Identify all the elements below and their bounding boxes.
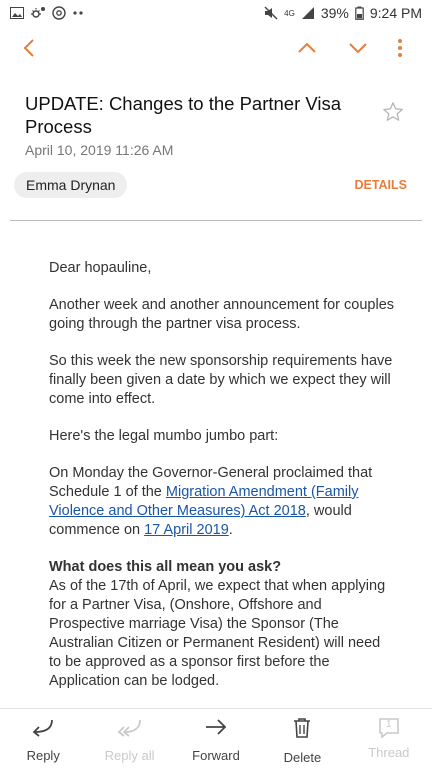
next-down-icon [348,41,368,59]
reply-icon [31,717,55,742]
battery-percent: 39% [320,5,349,21]
p4-mid: , would commence on [49,503,352,538]
reply-button[interactable] [0,709,86,769]
back-chevron-icon [23,38,35,63]
bottom-action-bar [0,708,432,769]
trash-icon [292,717,312,744]
status-bar-left [10,6,84,20]
email-toolbar [0,26,432,74]
next-email-button[interactable] [343,26,373,74]
star-icon [382,110,404,127]
chrome-icon [52,6,66,20]
mute-icon [264,6,278,20]
status-bar [0,0,432,26]
gallery-icon [10,7,24,19]
thread-icon [378,717,400,739]
reply-label: Reply [26,748,60,763]
details-button[interactable]: DETAILS [354,178,407,192]
back-button[interactable] [14,26,44,74]
email-body [49,259,394,691]
sender-name: Emma Drynan [26,177,116,193]
paragraph-1: Another week and another announcement for couples going through the partner visa process. [49,297,395,332]
thread-button[interactable] [346,709,432,769]
paragraph-2: So this week the new sponsorship requirements have finally been given a date by which we expect they will come into effect. [49,353,393,407]
greeting: Dear hopauline, [49,260,152,276]
paragraph-4 [49,464,394,540]
p4-suffix: . [228,522,233,538]
question-answer: As of the 17th of April, we expect that when applying for a Partner Visa, (Onshore, Offshore and Prospective marriage Visa) the Sponsor (The Australian Citizen or Permanent Resident) will need to be approved as a sponsor first before the Application can be lodged. [49,578,386,689]
reply-all-button[interactable] [86,709,172,769]
email-date: April 10, 2019 11:26 AM [25,142,174,158]
thread-count: 1 [386,719,392,730]
p4-prefix: On Monday the Governor-General proclaimed that Schedule 1 of the [49,465,373,500]
status-bar-right [264,5,422,21]
clock: 9:24 PM [369,5,422,21]
reply-all-icon [117,717,143,742]
thread-label: Thread [368,745,410,760]
date-link[interactable]: 17 April 2019 [144,522,229,538]
previous-up-icon [297,41,317,59]
paragraph-3: Here's the legal mumbo jumbo part: [49,428,279,444]
overflow-menu-button[interactable] [388,26,412,74]
act-link[interactable]: Migration Amendment (Family Violence and Other Measures) Act 2018 [49,484,359,519]
header-divider [10,220,422,221]
forward-label: Forward [192,748,240,763]
email-subject: UPDATE: Changes to the Partner Visa Process [25,93,342,137]
sender-chip[interactable] [14,172,127,198]
forward-arrow-icon [204,717,228,742]
paragraph-5 [49,558,394,691]
reply-all-label: Reply all [104,748,155,763]
overflow-menu-icon [397,38,403,63]
previous-email-button[interactable] [292,26,322,74]
question-heading: What does this all mean you ask? [49,559,282,575]
more-dots-icon [72,11,84,15]
star-button[interactable] [382,101,404,128]
battery-icon [355,6,364,20]
delete-label: Delete [283,750,322,765]
delete-button[interactable] [259,709,345,769]
forward-button[interactable] [173,709,259,769]
brightness-icon [30,6,46,20]
signal-icon [301,6,315,20]
network-type-label: 4G [284,8,295,18]
